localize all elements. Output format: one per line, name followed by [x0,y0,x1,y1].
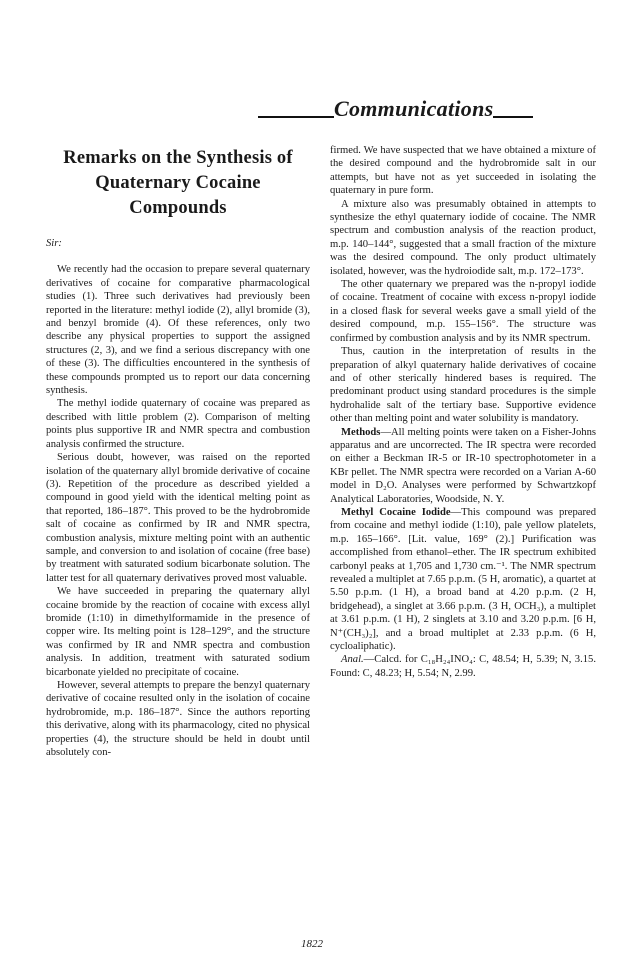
page-number: 1822 [301,938,323,950]
body-paragraph: The other quaternary we prepared was the n-propyl iodide of cocaine. Treatment of cocaine with excess n-propyl iodide in a closed flask for several weeks gave a small yield of the desired compound, m.p. 155–156°. The structure was confirmed by combustion analysis and by its NMR spectrum. [330,279,596,344]
anal-heading: Anal. [341,654,364,666]
methods-paragraph [330,426,596,506]
body-paragraph: We recently had the occasion to prepare several quaternary derivatives of cocaine for comparative pharmacological studies (1). Three such derivatives had previously been reported in the literature: methyl iodide (2), allyl bromide (3), and benzyl bromide (4). Of these references, only two describe any physical properties to support the assigned structures (2, 3), and we find a serious discrepancy with one of these (3). The difficulties encountered in the synthesis of these compounds prompted us to report our data concerning synthesis. [46,264,310,397]
anal-paragraph [330,653,596,680]
left-column [46,144,310,759]
body-paragraph: A mixture also was presumably obtained in attempts to synthesize the ethyl quaternary iodide of cocaine. The NMR spectrum and combustion analysis of the reaction product, m.p. 140–144°, suggested that a small fraction of the mixture was the desired compound. The only product ultimately isolated, however, was the hydroiodide salt, m.p. 172–173°. [330,198,596,277]
right-column [330,144,596,680]
body-paragraph: Thus, caution in the interpretation of results in the preparation of alkyl quaternary halide derivatives of cocaine and of other sterically hindered bases is required. The predominant product using standard procedures is the simple hydrohalide salt of the tertiary base. Supportive evidence other than melting point and water solubility is mandatory. [330,346,596,425]
body-paragraph: Serious doubt, however, was raised on the reported isolation of the quaternary allyl bromide derivative of cocaine (3). Repetition of the procedure as described yielded a compound in good yield with the identical melting point as that reported, 186–187°. This proved to be the hydrobromide salt of cocaine as confirmed by IR and NMR spectra, combustion analysis, mixture melting point with an authentic sample, and conversion to and isolation of cocaine (free base) by treatment with saturated sodium bicarbonate solution. The latter test for all quaternary derivatives proved most valuable. [46,452,310,584]
section-header [258,96,578,122]
header-rule-left [258,116,334,118]
methyl-paragraph [330,506,596,653]
article-title: Remarks on the Synthesis of Quaternary Cocaine Compounds [63,148,293,218]
methyl-heading: Methyl Cocaine Iodide [341,506,451,518]
salutation: Sir: [46,238,62,249]
methods-heading: Methods [341,426,381,438]
section-title: Communications [334,96,494,121]
methyl-text: —This compound was prepared from cocaine and methyl iodide (1:10), pale yellow platelets, m.p. 165–166°. [Lit. value, 169° (2).] Purification was accomplished from ethanol–ether. The IR spectrum exhibited carbonyl peaks at 1,705 and 1,730 cm.⁻¹. The NMR spectrum revealed a multiplet at 7.65 p.p.m. (5 H, aromatic), a quartet at 5.50 p.p.m. (1 H), a broad band at 4.20 p.p.m. (2 H, bridgehead), a singlet at 3.66 p.p.m. (3 H, OCH₃), a multiplet at 3.61 p.p.m. (1 H), 2 singlets at 3.10 and 3.20 p.p.m. [6 H, N⁺(CH₃)₂], and a broad multiplet at 2.33 p.p.m. (6 H, cycloaliphatic). [330,506,596,653]
body-paragraph: firmed. We have suspected that we have obtained a mixture of the desired compound and the hydrobromide salt in our attempts, but have not as yet succeeded in isolating the quaternary in pure form. [330,145,596,197]
body-paragraph: We have succeeded in preparing the quaternary allyl cocaine bromide by the reaction of cocaine with excess allyl bromide (1:10) in dimethylformamide in the presence of copper wire. Its melting point is 128–129°, and the structure was confirmed by IR and NMR spectra and combustion analysis. In addition, treatment with saturated sodium bicarbonate yielded no precipitate of cocaine. [46,586,310,678]
methods-text: —All melting points were taken on a Fisher-Johns apparatus and are uncorrected. The IR spectra were recorded on either a Beckman IR-5 or IR-10 spectrophotometer in a KBr pellet. The NMR spectra were recorded on a Varian A-60 model in D₂O. Analyses were performed by Schwartzkopf Analytical Laboratories, Woodside, N. Y. [330,426,596,505]
body-paragraph: The methyl iodide quaternary of cocaine was prepared as described with little problem (2). Comparison of melting points plus supportive IR and NMR spectra and combustion analysis confirmed the structure. [46,398,310,450]
header-rule-right [493,116,533,118]
anal-text: —Calcd. for C₁₈H₂₄INO₄: C, 48.54; H, 5.39; N, 3.15. Found: C, 48.23; H, 5.54; N, 2.99. [330,654,596,679]
body-paragraph: However, several attempts to prepare the benzyl quaternary derivative of cocaine resulted only in the isolation of cocaine hydrobromide, m.p. 186–187°. Since the authors reporting this derivative, along with its pharmacology, cited no physical properties (4), the structure should be held in doubt until absolutely con- [46,680,310,759]
